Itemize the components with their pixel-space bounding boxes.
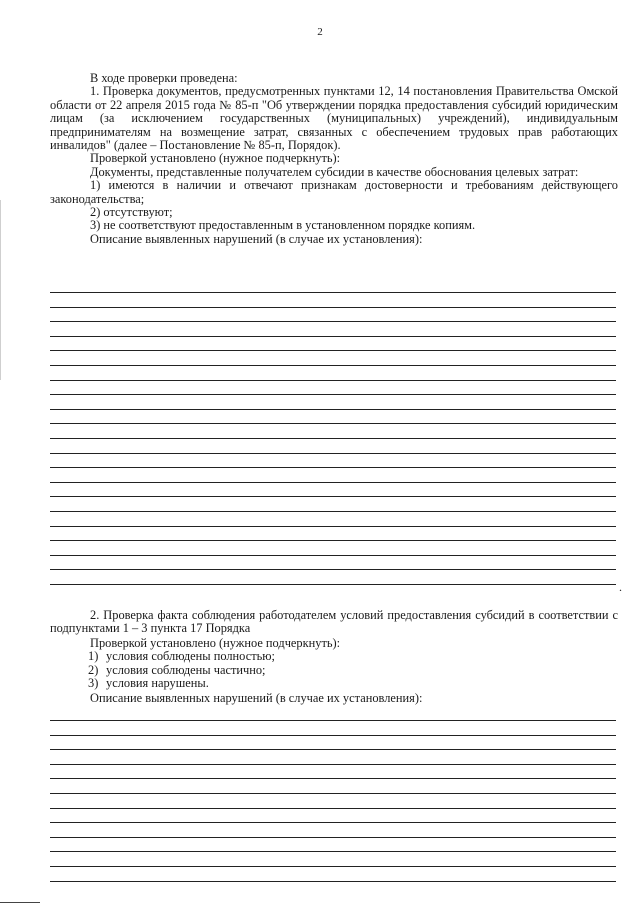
scan-margin-mark <box>0 200 1 380</box>
blank-line <box>50 453 616 454</box>
condition-option-2: 2) условия соблюдены частично; <box>88 662 266 677</box>
section-1-intro: В ходе проверки проведена: <box>90 71 238 85</box>
blank-line <box>50 720 616 721</box>
blank-line <box>50 764 616 765</box>
blank-line <box>50 423 616 424</box>
blank-line <box>50 526 616 527</box>
scan-bottom-mark <box>0 902 40 903</box>
blank-line <box>50 851 616 852</box>
blank-line <box>50 482 616 483</box>
blank-line <box>50 321 616 322</box>
blank-line <box>50 540 616 541</box>
blank-line <box>50 735 616 736</box>
blank-line <box>50 409 616 410</box>
section-1-established: Проверкой установлено (нужное подчеркнуть): <box>90 151 341 166</box>
documents-lead: Документы, представленные получателем субсидии в качестве обоснования целевых затрат: <box>90 164 579 179</box>
blank-line <box>50 778 616 779</box>
blank-line <box>50 881 616 882</box>
option-2: 2) отсутствуют; <box>90 205 173 220</box>
blank-line <box>50 438 616 439</box>
section-2 <box>50 609 618 706</box>
blank-line <box>50 584 616 585</box>
blank-line <box>50 749 616 750</box>
blank-line <box>50 866 616 867</box>
blank-line <box>50 511 616 512</box>
end-mark: . <box>619 580 622 594</box>
blank-line <box>50 555 616 556</box>
blank-line <box>50 394 616 395</box>
blank-line <box>50 350 616 351</box>
blank-line <box>50 307 616 308</box>
blank-line <box>50 837 616 838</box>
blank-line <box>50 808 616 809</box>
blank-line <box>50 467 616 468</box>
blank-line <box>50 793 616 794</box>
item-2-text: 2. Проверка факта соблюдения работодателем условий предоставления субсидий в соответствии с подпунктами 1 – 3 пункта 17 Порядка <box>50 608 618 636</box>
blank-line <box>50 380 616 381</box>
page-number: 2 <box>317 26 323 38</box>
option-1: 1) имеются в наличии и отвечают признакам достоверности и требованиям действующего законодательства; <box>50 178 618 206</box>
section-1 <box>50 72 618 246</box>
blank-line <box>50 496 616 497</box>
blank-line <box>50 569 616 570</box>
section-2-established: Проверкой установлено (нужное подчеркнуть): <box>90 635 341 650</box>
blank-line <box>50 365 616 366</box>
section-2-violations-label: Описание выявленных нарушений (в случае их установления): <box>90 691 423 706</box>
option-3: 3) не соответствуют предоставленным в установленном порядке копиям. <box>90 218 476 233</box>
blank-line <box>50 292 616 293</box>
item-1-text: 1. Проверка документов, предусмотренных пунктами 12, 14 постановления Правительства Омской области от 22 апреля 2015 года № 85-п "Об утверждении порядка предоставления субсидий юридическим лицам (за исключением государственных (муниципальных) учреждений), индивидуальным предпринимателям на возмещение затрат, связанных с обеспечением трудовых прав работающих инвалидов" (далее – Постановление № 85-п, Порядок). <box>50 84 618 153</box>
blank-line <box>50 336 616 337</box>
blank-line <box>50 822 616 823</box>
section-1-violations-label: Описание выявленных нарушений (в случае их установления): <box>90 231 423 246</box>
condition-option-1: 1) условия соблюдены полностью; <box>88 649 275 664</box>
condition-option-3: 3) условия нарушены. <box>88 676 209 691</box>
